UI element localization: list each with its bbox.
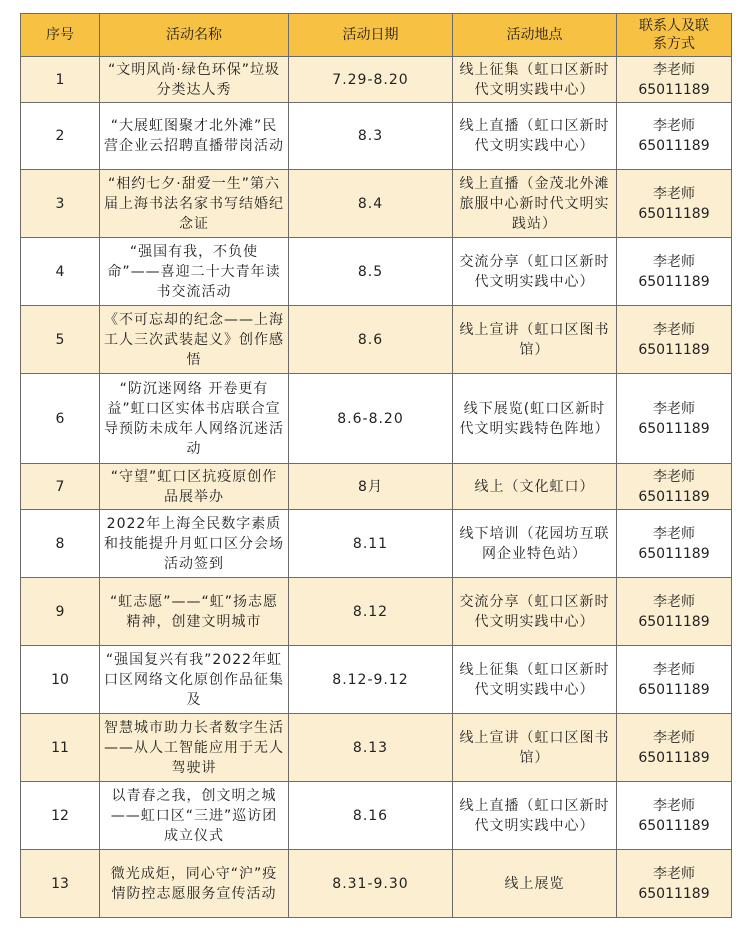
contact-phone: 65011189 [638, 545, 710, 562]
table-row [21, 578, 732, 646]
table-row [21, 238, 732, 306]
contact-phone: 65011189 [638, 205, 710, 222]
table-row [21, 57, 732, 103]
table-row [21, 510, 732, 578]
contact-phone: 65011189 [638, 138, 710, 154]
contact-info [617, 646, 732, 714]
contact-phone: 65011189 [638, 81, 710, 98]
table-row [21, 782, 732, 850]
activity-name: 《不可忘却的纪念——上海工人三次武装起义》创作感悟 [100, 306, 289, 374]
activity-name: “虹志愿”——“虹”扬志愿精神，创建文明城市 [100, 578, 289, 646]
table-row [21, 714, 732, 782]
contact-info [617, 238, 732, 306]
activity-place: 线上直播（金茂北外滩旅服中心新时代文明实践站） [453, 170, 617, 238]
contact-phone: 65011189 [638, 341, 710, 358]
activity-place: 线下培训（花园坊互联网企业特色站） [453, 510, 617, 578]
row-no: 4 [21, 238, 100, 306]
activity-name: 智慧城市助力长者数字生活——从人工智能应用于无人驾驶讲 [100, 714, 289, 782]
activity-date: 8.11 [289, 510, 453, 578]
activity-name: “大展虹图聚才北外滩”民营企业云招聘直播带岗活动 [100, 103, 289, 170]
contact-info [617, 578, 732, 646]
activity-date: 7.29-8.20 [289, 57, 453, 103]
contact-phone: 65011189 [638, 273, 710, 290]
activity-date: 8.12 [289, 578, 453, 646]
table-row [21, 646, 732, 714]
activity-date: 8.6-8.20 [289, 374, 453, 464]
activity-schedule-table [20, 13, 732, 918]
activity-place: 线上（文化虹口） [453, 464, 617, 510]
row-no: 5 [21, 306, 100, 374]
contact-name: 李老师 [653, 253, 695, 270]
row-no: 11 [21, 714, 100, 782]
contact-phone: 65011189 [638, 613, 710, 630]
row-no: 3 [21, 170, 100, 238]
table-row [21, 306, 732, 374]
activity-date: 8.6 [289, 306, 453, 374]
activity-place: 交流分享（虹口区新时代文明实践中心） [453, 578, 617, 646]
activity-name: “守望”虹口区抗疫原创作品展举办 [100, 464, 289, 510]
header-contact-line1: 联系人及联 [639, 18, 709, 34]
row-no: 1 [21, 57, 100, 103]
header-place: 活动地点 [453, 14, 617, 57]
activity-date: 8.3 [289, 103, 453, 170]
table-row [21, 850, 732, 918]
contact-name: 李老师 [653, 400, 695, 417]
row-no: 2 [21, 103, 100, 170]
activity-place: 线上宣讲（虹口区图书馆） [453, 306, 617, 374]
activity-place: 线上宣讲（虹口区图书馆） [453, 714, 617, 782]
table-row [21, 464, 732, 510]
header-contact [617, 14, 732, 57]
activity-place: 线上直播（虹口区新时代文明实践中心） [453, 103, 617, 170]
contact-name: 李老师 [653, 661, 695, 678]
contact-info [617, 103, 732, 170]
activity-name: 微光成炬，同心守“沪”疫情防控志愿服务宣传活动 [100, 850, 289, 918]
activity-name: 以青春之我，创文明之城——虹口区“三进”巡访团成立仪式 [100, 782, 289, 850]
contact-info [617, 57, 732, 103]
contact-info [617, 714, 732, 782]
table-row [21, 374, 732, 464]
row-no: 7 [21, 464, 100, 510]
contact-phone: 65011189 [638, 488, 710, 505]
table-header-row [21, 14, 732, 57]
contact-name: 李老师 [653, 185, 695, 202]
contact-info [617, 510, 732, 578]
contact-info [617, 782, 732, 850]
activity-date: 8.4 [289, 170, 453, 238]
contact-info [617, 374, 732, 464]
contact-name: 李老师 [653, 797, 695, 814]
header-name: 活动名称 [100, 14, 289, 57]
table-row [21, 103, 732, 170]
row-no: 9 [21, 578, 100, 646]
activity-date: 8.5 [289, 238, 453, 306]
contact-info [617, 170, 732, 238]
contact-phone: 65011189 [638, 817, 710, 834]
activity-date: 8.13 [289, 714, 453, 782]
activity-name: “强国有我，不负使命”——喜迎二十大青年读书交流活动 [100, 238, 289, 306]
row-no: 6 [21, 374, 100, 464]
activity-name: “防沉迷网络 开卷更有益”虹口区实体书店联合宣导预防未成年人网络沉迷活动 [100, 374, 289, 464]
header-no: 序号 [21, 14, 100, 57]
activity-place: 线上展览 [453, 850, 617, 918]
contact-name: 李老师 [653, 321, 695, 338]
activity-place: 交流分享（虹口区新时代文明实践中心） [453, 238, 617, 306]
header-date: 活动日期 [289, 14, 453, 57]
row-no: 10 [21, 646, 100, 714]
contact-phone: 65011189 [638, 885, 710, 902]
activity-place: 线上征集（虹口区新时代文明实践中心） [453, 646, 617, 714]
contact-info [617, 306, 732, 374]
contact-name: 李老师 [653, 593, 695, 610]
row-no: 8 [21, 510, 100, 578]
contact-name: 李老师 [653, 118, 695, 134]
contact-info [617, 464, 732, 510]
header-contact-line2: 系方式 [653, 36, 695, 52]
table-row [21, 170, 732, 238]
contact-phone: 65011189 [638, 749, 710, 766]
activity-date: 8.16 [289, 782, 453, 850]
activity-name: “文明风尚·绿色环保”垃圾分类达人秀 [100, 57, 289, 103]
activity-name: 2022年上海全民数字素质和技能提升月虹口区分会场活动签到 [100, 510, 289, 578]
contact-info [617, 850, 732, 918]
row-no: 12 [21, 782, 100, 850]
contact-name: 李老师 [653, 525, 695, 542]
activity-place: 线下展览(虹口区新时代文明实践特色阵地） [453, 374, 617, 464]
activity-place: 线上直播（虹口区新时代文明实践中心） [453, 782, 617, 850]
activity-name: “相约七夕·甜爱一生”第六届上海书法名家书写结婚纪念证 [100, 170, 289, 238]
contact-name: 李老师 [653, 61, 695, 78]
activity-date: 8.31-9.30 [289, 850, 453, 918]
row-no: 13 [21, 850, 100, 918]
contact-name: 李老师 [653, 468, 695, 485]
contact-phone: 65011189 [638, 681, 710, 698]
contact-name: 李老师 [653, 729, 695, 746]
contact-phone: 65011189 [638, 420, 710, 437]
activity-name: “强国复兴有我”2022年虹口区网络文化原创作品征集及 [100, 646, 289, 714]
activity-date: 8.12-9.12 [289, 646, 453, 714]
activity-date: 8月 [289, 464, 453, 510]
contact-name: 李老师 [653, 865, 695, 882]
activity-place: 线上征集（虹口区新时代文明实践中心） [453, 57, 617, 103]
